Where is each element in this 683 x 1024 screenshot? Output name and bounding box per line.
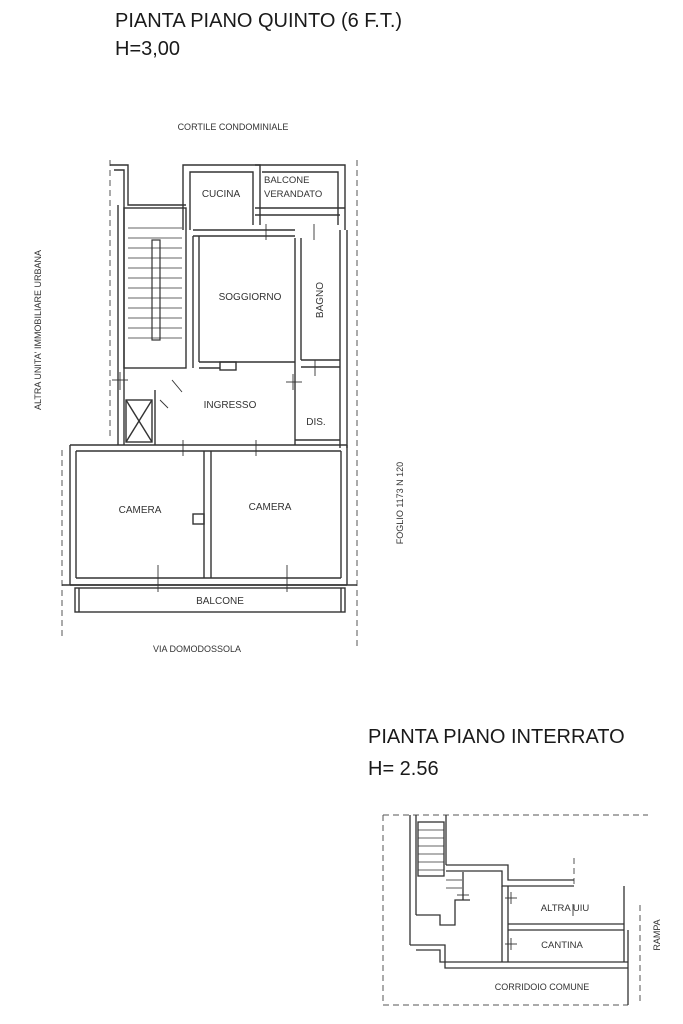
veranda-label-line2: VERANDATO	[264, 189, 323, 200]
basement-title: PIANTA PIANO INTERRATO	[368, 726, 625, 748]
veranda-label-line1: BALCONE	[264, 175, 310, 186]
bedroom-left-label: CAMERA	[118, 505, 162, 516]
bathroom-label: BAGNO	[315, 281, 326, 319]
common-corridor-label: CORRIDOIO COMUNE	[494, 982, 590, 992]
outer-walls	[62, 165, 357, 612]
bedroom-right-label: CAMERA	[248, 502, 292, 513]
cadastral-reference: FOGLIO 1173 N 120	[395, 461, 405, 545]
floor5-height: H=3,00	[115, 38, 181, 60]
basement-plan	[383, 815, 648, 1005]
balcony-label: BALCONE	[196, 596, 244, 607]
basement-height: H= 2.56	[368, 758, 439, 780]
basement-stairs	[418, 830, 462, 888]
floor5-title: PIANTA PIANO QUINTO (6 F.T.)	[115, 10, 403, 32]
other-unit-label: ALTRA UIU	[540, 903, 590, 914]
kitchen-label: CUCINA	[201, 189, 241, 200]
street-label: VIA DOMODOSSOLA	[152, 644, 242, 654]
courtyard-label: CORTILE CONDOMINIALE	[177, 122, 289, 132]
closet-label: DIS.	[306, 417, 326, 428]
cellar-label: CANTINA	[541, 940, 583, 951]
basement-boundary	[383, 815, 648, 1005]
entry-label: INGRESSO	[203, 400, 257, 411]
ramp-label: RAMPA	[652, 919, 662, 951]
stair-treads	[128, 228, 182, 340]
basement-walls	[410, 815, 628, 1005]
neighbor-unit-label: ALTRA UNITA' IMMOBILIARE URBANA	[33, 250, 43, 410]
living-room-label: SOGGIORNO	[218, 292, 282, 303]
